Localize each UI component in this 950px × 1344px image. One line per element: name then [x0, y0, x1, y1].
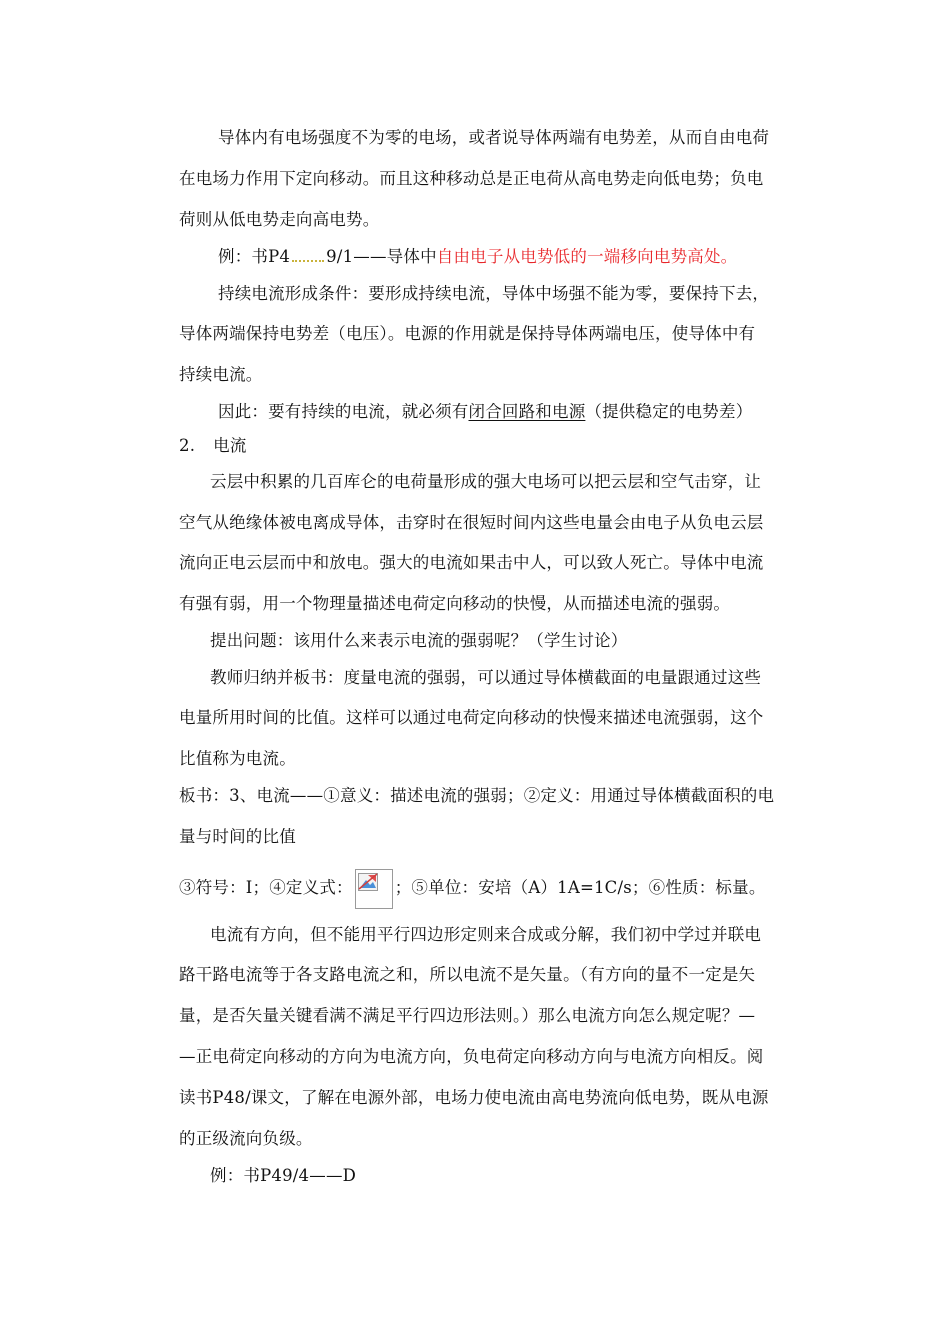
p6-line2: 电量所用时间的比值。这样可以通过电荷定向移动的快慢来描述电流强弱，这个 [179, 708, 764, 727]
example-1-highlight: 自由电子从电势低的一端移向电势高处。 [436, 247, 738, 266]
p6-line3: 比值称为电流。 [179, 749, 296, 768]
p9-line4: —正电荷定向移动的方向为电流方向，负电荷定向移动方向与电流方向相反。阅 [179, 1047, 764, 1066]
p1-line2: 在电场力作用下定向移动。而且这种移动总是正电荷从高电势走向低电势；负电 [179, 169, 764, 188]
p4-line3: 流向正电云层而中和放电。强大的电流如果击中人，可以致人死亡。导体中电流 [179, 553, 764, 572]
p1-line1: 导体内有电场强度不为零的电场，或者说导体两端有电势差，从而自由电荷 [218, 128, 770, 147]
p2-line2: 导体两端保持电势差（电压）。电源的作用就是保持导体两端电压，使导体中有 [179, 324, 756, 343]
p9-line2: 路干路电流等于各支路电流之和，所以电流不是矢量。（有方向的量不一定是矢 [179, 965, 756, 984]
example-1-mid: 9/1——导体中 [326, 247, 437, 266]
section-heading-2 [179, 435, 247, 457]
p2-line3: 持续电流。 [179, 365, 263, 384]
p5-line1: 提出问题：该用什么来表示电流的强弱呢？（学生讨论） [210, 631, 628, 650]
p9-line5: 读书P48/课文，了解在电源外部，电场力使电流由高电势流向低电势，既从电源 [179, 1088, 769, 1107]
p1-line3: 荷则从低电势走向高电势。 [179, 210, 380, 229]
p2-line1: 持续电流形成条件：要形成持续电流，导体中场强不能为零，要保持下去， [218, 284, 770, 303]
broken-image-icon [355, 869, 393, 909]
p6-line1: 教师归纳并板书：度量电流的强弱，可以通过导体横截面的电量跟通过这些 [210, 668, 762, 687]
p3-line [218, 401, 752, 423]
p3-suffix: （提供稳定的电势差） [585, 402, 753, 421]
p9-line1: 电流有方向，但不能用平行四边形定则来合成或分解，我们初中学过并联电 [210, 925, 762, 944]
p7-line2: 量与时间的比值 [179, 827, 296, 846]
section-number: 2. [179, 436, 196, 455]
p4-line4: 有强有弱，用一个物理量描述电荷定向移动的快慢，从而描述电流的强弱。 [179, 594, 731, 613]
p4-line1: 云层中积累的几百库仑的电荷量形成的强大电场可以把云层和空气击穿，让 [210, 472, 762, 491]
section-title: 电流 [213, 436, 247, 455]
p4-line2: 空气从绝缘体被电离成导体，击穿时在很短时间内这些电量会由电子从负电云层 [179, 513, 764, 532]
example-2: 例：书P49/4——D [210, 1166, 357, 1185]
example-1-prefix: 例：书P4 [218, 247, 291, 266]
p8-suffix: ；⑤单位：安培（A）1A=1C/s；⑥性质：标量。 [394, 878, 766, 897]
p7-line1: 板书：3、电流——①意义：描述电流的强弱；②定义：用通过导体横截面积的电 [179, 786, 775, 805]
p9-line6: 的正级流向负级。 [179, 1129, 313, 1148]
p9-line3: 量，是否矢量关键看满不满足平行四边形法则。）那么电流方向怎么规定呢？— [179, 1006, 756, 1025]
p3-underlined: 闭合回路和电源 [468, 402, 586, 421]
p3-prefix: 因此：要有持续的电流，就必须有 [218, 402, 469, 421]
p8-line [179, 869, 766, 909]
p8-prefix: ③符号：I；④定义式： [179, 878, 353, 897]
dotted-gap [292, 250, 324, 262]
example-1 [218, 246, 737, 268]
